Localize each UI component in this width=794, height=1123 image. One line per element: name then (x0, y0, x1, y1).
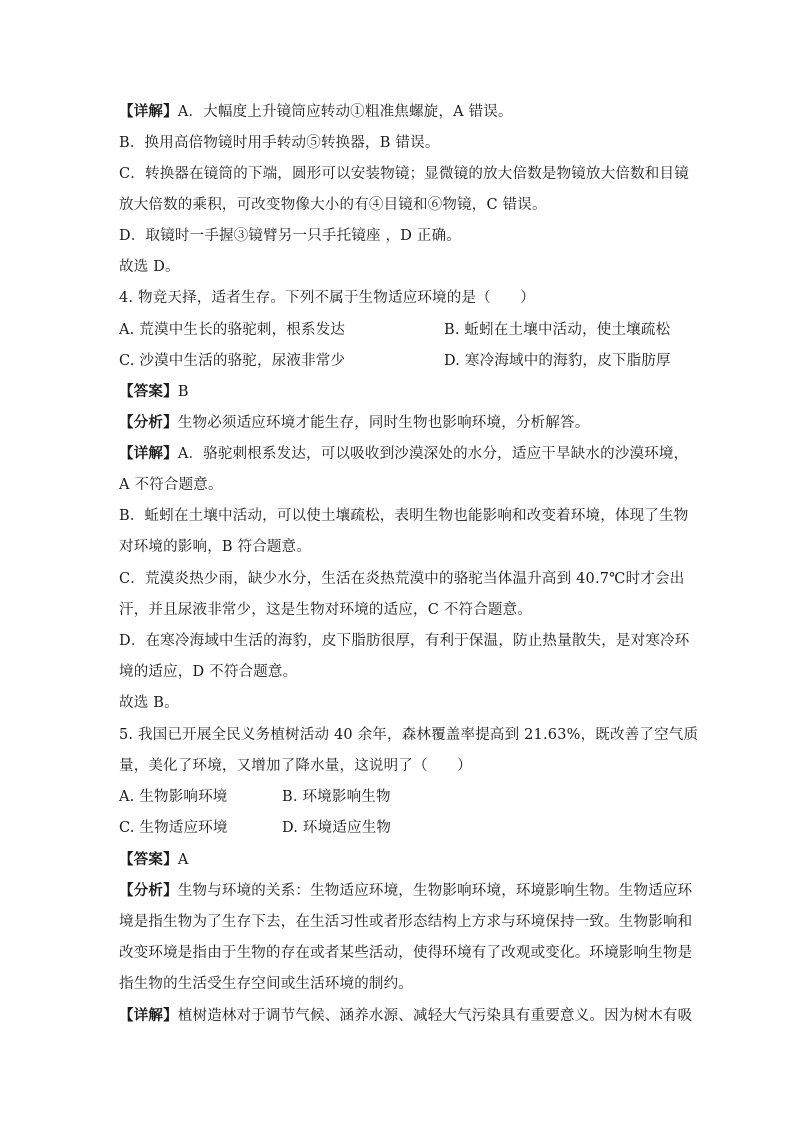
q3-detail-d: D．取镜时一手握③镜臂另一只手托镜座 ，D 正确。 (119, 228, 461, 244)
q5-answer: 【答案】A (119, 851, 189, 868)
q5-analysis-line3: 改变环境是指由于生物的存在或者某些活动，使得环境有了改观或变化。环境影响生物是 (119, 945, 693, 961)
detail-tag: 【详解】 (119, 445, 178, 462)
q4-detail-c-line2: 汗，并且尿液非常少，这是生物对环境的适应，C 不符合题意。 (119, 602, 533, 618)
q4-option-d: D. 寒冷海域中的海豹，皮下脂肪厚 (444, 353, 671, 369)
q4-detail-a-line2: A 不符合题意。 (119, 477, 223, 493)
q3-detail-c-line2: 放大倍数的乘积，可改变物像大小的有④目镜和⑥物镜，C 错误。 (119, 197, 547, 213)
answer-tag: 【答案】 (119, 383, 178, 400)
q4-question: 4. 物竞天择，适者生存。下列不属于生物适应环境的是（ ） (119, 290, 535, 306)
q5-detail-line1: 【详解】植树造林对于调节气候、涵养水源、减轻大气污染具有重要意义。因为树木有吸 (119, 1007, 693, 1024)
q5-option-d: D. 环境适应生物 (282, 820, 392, 836)
q4-option-c: C. 沙漠中生活的骆驼，尿液非常少 (119, 353, 346, 369)
q4-detail-d-line1: D．在寒冷海域中生活的海豹，皮下脂肪很厚，有利于保温，防止热量散失，是对寒冷环 (119, 633, 690, 649)
q4-answer: 【答案】B (119, 383, 189, 400)
q4-analysis: 【分析】生物必须适应环境才能生存，同时生物也影响环境，分析解答。 (119, 414, 590, 431)
q4-detail-a-line1: 【详解】A．骆驼刺根系发达，可以吸收到沙漠深处的水分，适应干旱缺水的沙漠环境， (119, 445, 689, 462)
q5-analysis-line4: 指生物的生活受生存空间或生活环境的制约。 (119, 976, 413, 992)
q4-detail-c-line1: C．荒漠炎热少雨，缺少水分，生活在炎热荒漠中的骆驼当体温升高到 40.7℃时才会出 (119, 571, 685, 587)
q5-option-c: C. 生物适应环境 (119, 820, 228, 836)
q5-analysis-line1: 【分析】生物与环境的关系：生物适应环境，生物影响环境，环境影响生物。生物适应环 (119, 882, 693, 899)
q3-detail-c-line1: C．转换器在镜筒的下端，圆形可以安装物镜；显微镜的放大倍数是物镜放大倍数和目镜 (119, 166, 689, 182)
q4-option-b: B. 蚯蚓在土壤中活动，使土壤疏松 (444, 322, 671, 338)
answer-tag: 【答案】 (119, 851, 178, 868)
q5-analysis-line2: 境是指生物为了生存下去，在生活习性或者形态结构上方求与环境保持一致。生物影响和 (119, 914, 693, 930)
q5-question-line2: 量，美化了环境，又增加了降水量，这说明了（ ） (119, 758, 472, 774)
q4-detail-b-line1: B．蚯蚓在土壤中活动，可以使土壤疏松，表明生物也能影响和改变着环境，体现了生物 (119, 508, 689, 524)
analysis-tag: 【分析】 (119, 882, 178, 899)
q4-option-a: A. 荒漠中生长的骆驼刺，根系发达 (119, 322, 346, 338)
detail-tag: 【详解】 (119, 103, 178, 120)
q5-option-b: B. 环境影响生物 (282, 789, 391, 805)
q3-detail-a: 【详解】A．大幅度上升镜筒应转动①粗准焦螺旋，A 错误。 (119, 103, 513, 120)
q3-choose: 故选 D。 (119, 259, 180, 275)
analysis-tag: 【分析】 (119, 414, 178, 431)
q3-detail-b: B．换用高倍物镜时用手转动⑤转换器，B 错误。 (119, 135, 440, 151)
q4-detail-b-line2: 对环境的影响，B 符合题意。 (119, 539, 312, 555)
q5-question-line1: 5. 我国已开展全民义务植树活动 40 余年，森林覆盖率提高到 21.63%，既改善了空气质 (119, 727, 699, 743)
q4-detail-d-line2: 境的适应，D 不符合题意。 (119, 664, 298, 680)
q4-choose: 故选 B。 (119, 695, 179, 711)
q5-option-a: A. 生物影响环境 (119, 789, 228, 805)
detail-tag: 【详解】 (119, 1007, 178, 1024)
